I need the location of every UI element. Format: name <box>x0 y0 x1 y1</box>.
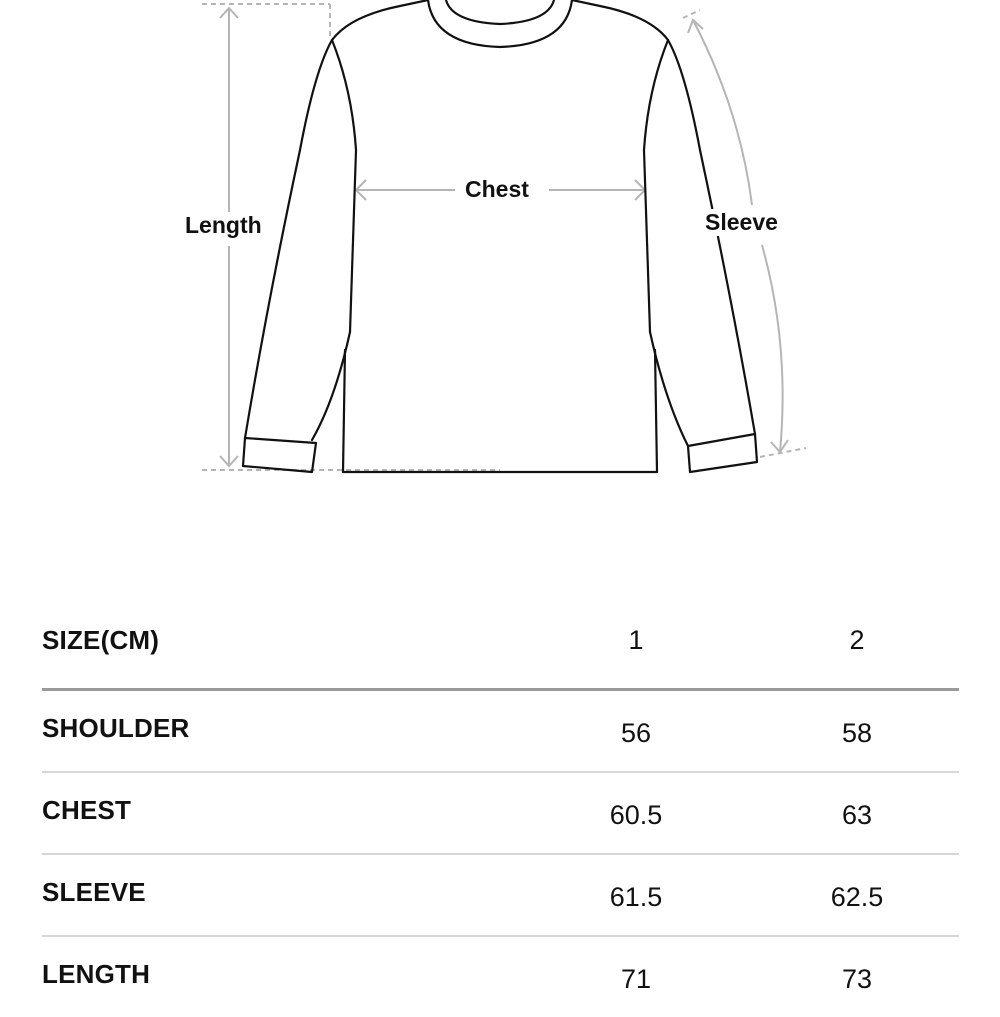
size-2-value: 73 <box>841 964 873 994</box>
size-1-value: 56 <box>620 718 652 748</box>
size-table <box>42 600 959 1017</box>
left-cuff <box>243 438 316 472</box>
sleeve-bottom-guide <box>760 448 806 457</box>
size-2-value: 62.5 <box>830 882 884 912</box>
left-sleeve-outer <box>245 40 332 438</box>
size-unit-header: SIZE(CM) <box>42 625 160 655</box>
right-sleeve-outer <box>668 40 755 434</box>
left-armhole <box>332 40 356 332</box>
size-2-header: 2 <box>849 625 865 655</box>
size-1-header: 1 <box>628 625 644 655</box>
sleeve-arrowhead-bottom <box>771 440 788 452</box>
row-label: CHEST <box>42 795 132 825</box>
sleeve-arrow-lower <box>762 245 783 452</box>
sleeve-label: Sleeve <box>701 209 782 236</box>
table-row-chest <box>42 773 959 855</box>
sleeve-arrow-upper <box>693 20 752 205</box>
size-1-value: 60.5 <box>609 800 663 830</box>
right-armhole <box>644 40 668 332</box>
left-shoulder <box>332 0 428 40</box>
size-2-value: 63 <box>841 800 873 830</box>
table-header-row <box>42 600 959 691</box>
size-1-value: 71 <box>620 964 652 994</box>
table-row-sleeve <box>42 855 959 937</box>
sleeve-top-guide <box>683 10 700 18</box>
chest-label: Chest <box>461 176 533 203</box>
table-row-length <box>42 937 959 1017</box>
garment-outline <box>243 0 757 472</box>
left-body-side <box>343 350 345 472</box>
right-body-side <box>655 350 657 472</box>
size-2-value: 58 <box>841 718 873 748</box>
row-label: SHOULDER <box>42 713 190 743</box>
neckline-inner <box>446 0 554 24</box>
right-cuff <box>688 434 757 472</box>
row-label: SLEEVE <box>42 877 146 907</box>
row-label: LENGTH <box>42 959 151 989</box>
right-shoulder <box>572 0 668 40</box>
table-row-shoulder <box>42 691 959 773</box>
size-1-value: 61.5 <box>609 882 663 912</box>
length-label: Length <box>181 212 266 239</box>
